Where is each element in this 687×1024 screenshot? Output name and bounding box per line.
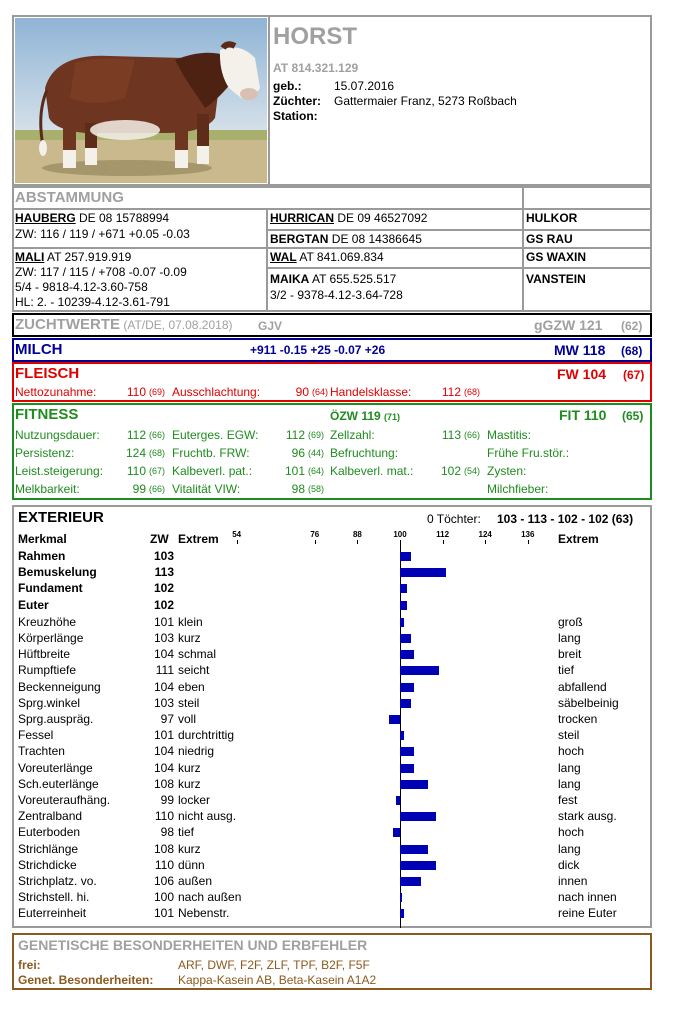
fitness-title: FITNESS [15, 406, 79, 423]
trait-bar [400, 650, 414, 659]
fitness-accuracy: (54) [464, 466, 481, 476]
fleisch-value: 90 [295, 385, 309, 399]
mw-value: MW 118 [554, 342, 606, 358]
fleisch-value: 112 [441, 385, 461, 399]
trait-bar [389, 715, 400, 724]
ozw-value: ÖZW 119 (71) [330, 409, 401, 423]
fitness-label: Kalbeverl. pat.: [172, 464, 253, 478]
trait-extrem-low: nicht ausg. [178, 809, 237, 824]
trait-extrem-high: stark ausg. [558, 809, 617, 824]
trait-extrem-low: kurz [178, 760, 201, 775]
station-label: Station: [273, 109, 318, 123]
fitness-accuracy: (66) [464, 430, 481, 440]
trait-name: Strichdicke [18, 857, 77, 872]
fitness-label: Mastitis: [487, 428, 532, 442]
trait-name: Sprg.auspräg. [18, 712, 94, 726]
trait-name: Bemuskelung [18, 565, 97, 580]
fitness-label: Zysten: [487, 464, 527, 478]
scale-tick [485, 540, 486, 544]
trait-bar [400, 812, 436, 821]
fitness-label: Leist.steigerung: [15, 464, 104, 478]
gjv-label: GJV [258, 319, 283, 333]
trait-zw: 102 [153, 597, 174, 612]
fleisch-label: Handelsklasse: [330, 385, 412, 399]
exterieur-summary: 103 - 113 - 102 - 102 (63) [497, 512, 634, 526]
sire: HAUBERG DE 08 15788994 [15, 211, 170, 225]
trait-extrem-high: lang [558, 776, 581, 791]
besonderheiten-label: Genet. Besonderheiten: [18, 973, 154, 987]
trait-extrem-low: kurz [178, 776, 201, 791]
fleisch-accuracy: (69) [149, 387, 166, 397]
genetics-title: GENETISCHE BESONDERHEITEN UND ERBFEHLER [18, 937, 368, 953]
scale-tick [528, 540, 529, 544]
trait-zw: 103 [153, 549, 174, 563]
trait-zw: 110 [154, 857, 174, 872]
fleisch-accuracy: (64) [312, 387, 329, 397]
trait-bar [400, 552, 411, 561]
fleisch-title: FLEISCH [15, 365, 80, 382]
fitness-accuracy: (68) [149, 448, 166, 458]
scale-tick [237, 540, 238, 544]
trait-extrem-high: hoch [558, 825, 585, 840]
fitness-value: 124 [125, 446, 146, 460]
header-zw: ZW [150, 532, 169, 546]
trait-name: Rumpftiefe [18, 663, 77, 678]
trait-extrem-low: kurz [178, 631, 201, 645]
trait-extrem-high: innen [558, 874, 588, 888]
trait-bar [393, 828, 400, 837]
ggzw-accuracy: (62) [621, 319, 643, 333]
trait-extrem-high: trocken [558, 712, 598, 726]
dam-sire: WAL AT 841.069.834 [270, 250, 384, 264]
trait-zw: 98 [160, 825, 174, 840]
ggzw-value: gGZW 121 [534, 317, 603, 333]
trait-zw: 106 [153, 874, 174, 888]
fitness-label: Zellzahl: [330, 428, 375, 442]
trait-extrem-high: nach innen [558, 890, 617, 905]
trait-name: Fessel [18, 728, 54, 743]
trait-name: Kreuzhöhe [18, 614, 77, 629]
dam-lactation: 5/4 - 9818-4.12-3.60-758 [15, 280, 148, 294]
trait-bar [400, 683, 414, 692]
dam-values: ZW: 117 / 115 / +708 -0.07 -0.09 [15, 265, 187, 279]
trait-extrem-low: schmal [178, 647, 217, 662]
trait-zw: 104 [153, 760, 174, 775]
scale-tick [357, 540, 358, 544]
fitness-label: Fruchtb. FRW: [172, 446, 250, 460]
trait-name: Euter [18, 597, 49, 612]
trait-bar [400, 584, 407, 593]
trait-name: Fundament [18, 581, 83, 596]
trait-bar [400, 893, 402, 902]
trait-name: Beckenneigung [18, 679, 101, 694]
trait-extrem-low: seicht [178, 663, 210, 678]
trait-bar [400, 699, 411, 708]
trait-extrem-high: steil [558, 728, 580, 743]
trait-zw: 97 [160, 712, 174, 726]
trait-name: Euterboden [18, 825, 81, 840]
trait-bar [400, 764, 414, 773]
fitness-value: 99 [132, 482, 146, 496]
dam-dam-lactation: 3/2 - 9378-4.12-3.64-728 [270, 288, 403, 302]
bull-photo [15, 18, 267, 183]
scale-tick [443, 540, 444, 544]
fitness-label: Kalbeverl. mat.: [330, 464, 414, 478]
header-extrem-high: Extrem [558, 532, 599, 546]
trait-name: Voreuterlänge [18, 760, 93, 775]
fw-value: FW 104 [557, 366, 607, 382]
trait-zw: 104 [153, 647, 174, 662]
trait-extrem-high: lang [558, 841, 581, 856]
fleisch-label: Ausschlachtung: [172, 385, 261, 399]
fw-accuracy: (67) [623, 368, 645, 382]
trait-name: Euterreinheit [18, 906, 87, 921]
trait-extrem-high: reine Euter [558, 906, 617, 921]
trait-zw: 108 [153, 776, 174, 791]
fitness-accuracy: (69) [308, 430, 325, 440]
fitness-label: Milchfieber: [487, 482, 549, 496]
trait-name: Hüftbreite [18, 647, 71, 662]
frei-values: ARF, DWF, F2F, ZLF, TPF, B2F, F5F [178, 958, 370, 972]
trait-extrem-high: groß [558, 614, 583, 629]
trait-zw: 104 [153, 679, 174, 694]
fitness-label: Melkbarkeit: [15, 482, 80, 496]
trait-extrem-low: niedrig [178, 744, 215, 759]
trait-name: Strichlänge [18, 841, 79, 856]
trait-bar [400, 618, 404, 627]
fitness-value: 98 [291, 482, 305, 496]
fitness-value: 102 [440, 464, 461, 478]
trait-zw: 110 [154, 809, 174, 824]
trait-zw: 99 [160, 793, 174, 807]
trait-name: Rahmen [18, 549, 66, 563]
trait-bar [400, 877, 421, 886]
frei-label: frei: [18, 958, 41, 972]
scale-tick-label: 136 [521, 530, 535, 539]
fitness-value: 113 [441, 428, 461, 442]
breeder: Gattermaier Franz, 5273 Roßbach [334, 94, 517, 108]
exterieur-title: EXTERIEUR [18, 509, 104, 526]
fitness-accuracy: (58) [308, 484, 325, 494]
milch-values: +911 -0.15 +25 -0.07 +26 [250, 343, 386, 357]
trait-extrem-low: dünn [178, 857, 205, 872]
trait-zw: 100 [153, 890, 174, 905]
trait-name: Trachten [18, 744, 65, 759]
trait-extrem-low: kurz [178, 841, 201, 856]
trait-name: Körperlänge [18, 631, 84, 645]
trait-zw: 113 [154, 565, 174, 580]
trait-extrem-low: locker [178, 793, 211, 807]
scale-tick-label: 54 [232, 530, 242, 539]
trait-zw: 101 [153, 614, 174, 629]
trait-extrem-low: voll [178, 712, 197, 726]
trait-bar [400, 601, 407, 610]
pedigree-title: ABSTAMMUNG [15, 189, 124, 206]
trait-bar [400, 568, 446, 577]
sire-sire-sire: HULKOR [526, 211, 578, 225]
fleisch-value: 110 [126, 385, 146, 399]
trait-extrem-high: dick [558, 857, 580, 872]
trait-extrem-low: durchtrittig [178, 728, 235, 743]
fitness-accuracy: (67) [149, 466, 166, 476]
trait-extrem-high: lang [558, 760, 581, 775]
trait-extrem-low: steil [178, 695, 200, 710]
trait-extrem-low: klein [178, 614, 203, 629]
scale-tick-label: 76 [310, 530, 320, 539]
dam: MALI AT 257.919.919 [15, 250, 132, 264]
trait-bar [400, 845, 428, 854]
fitness-label: Befruchtung: [330, 446, 399, 460]
fleisch-label: Nettozunahme: [15, 385, 97, 399]
dam-dam-sire: VANSTEIN [526, 272, 586, 286]
trait-name: Zentralband [18, 809, 83, 824]
fitness-accuracy: (66) [149, 484, 166, 494]
scale-tick-label: 124 [478, 530, 492, 539]
header-merkmal: Merkmal [18, 532, 67, 546]
trait-extrem-high: säbelbeinig [558, 695, 619, 710]
scale-tick-label: 88 [352, 530, 362, 539]
trait-extrem-high: fest [558, 793, 578, 807]
mw-accuracy: (68) [621, 344, 643, 358]
besonderheiten-values: Kappa-Kasein AB, Beta-Kasein A1A2 [178, 973, 377, 987]
fitness-label: Vitalität VIW: [172, 482, 241, 496]
fit-accuracy: (65) [622, 409, 644, 423]
trait-bar [400, 861, 436, 870]
trait-bar [400, 909, 404, 918]
animal-id: AT 814.321.129 [273, 61, 359, 75]
trait-extrem-high: tief [558, 663, 575, 678]
trait-name: Strichplatz. vo. [18, 874, 97, 888]
trait-name: Sch.euterlänge [18, 776, 99, 791]
fitness-value: 96 [291, 446, 305, 460]
trait-zw: 103 [153, 631, 174, 645]
fitness-value: 112 [285, 428, 305, 442]
fit-value: FIT 110 [559, 407, 607, 423]
scale-tick-label: 112 [436, 530, 450, 539]
trait-bar [400, 731, 404, 740]
trait-extrem-high: abfallend [558, 679, 607, 694]
trait-extrem-high: lang [558, 631, 581, 645]
breeder-label: Züchter: [273, 94, 321, 108]
animal-name: HORST [273, 23, 357, 50]
fitness-label: Frühe Fru.stör.: [487, 446, 570, 460]
milch-title: MILCH [15, 341, 63, 358]
trait-name: Strichstell. hi. [18, 890, 90, 905]
fitness-label: Persistenz: [15, 446, 75, 460]
zuchtwerte-title: ZUCHTWERTE (AT/DE, 07.08.2018) [15, 316, 233, 333]
trait-zw: 108 [153, 841, 174, 856]
scale-tick [315, 540, 316, 544]
trait-extrem-low: nach außen [178, 890, 242, 905]
trait-zw: 104 [153, 744, 174, 759]
fitness-accuracy: (44) [308, 448, 325, 458]
fitness-label: Euterges. EGW: [172, 428, 259, 442]
scale-tick-label: 100 [393, 530, 407, 539]
sire-dam-sire: GS RAU [526, 232, 573, 246]
fitness-label: Nutzungsdauer: [15, 428, 100, 442]
fitness-value: 110 [126, 464, 146, 478]
trait-bar [396, 796, 400, 805]
exterieur-box [12, 505, 652, 928]
daughters-count: 0 Töchter: [427, 512, 481, 526]
trait-extrem-high: hoch [558, 744, 585, 759]
trait-name: Voreuteraufhäng. [18, 793, 111, 807]
dam-sire-sire: GS WAXIN [526, 250, 587, 264]
born-label: geb.: [273, 79, 302, 93]
trait-zw: 103 [153, 695, 174, 710]
fitness-value: 101 [284, 464, 305, 478]
trait-name: Sprg.winkel [18, 695, 81, 710]
trait-bar [400, 747, 414, 756]
fleisch-accuracy: (68) [464, 387, 481, 397]
trait-extrem-low: eben [178, 679, 205, 694]
trait-extrem-low: tief [178, 825, 195, 840]
fitness-accuracy: (66) [149, 430, 166, 440]
trait-bar [400, 780, 428, 789]
trait-extrem-low: außen [178, 874, 213, 888]
trait-zw: 101 [153, 906, 174, 921]
trait-zw: 101 [153, 728, 174, 743]
sire-dam: BERGTAN DE 08 14386645 [270, 232, 422, 246]
trait-bar [400, 634, 411, 643]
trait-extrem-low: Nebenstr. [178, 906, 230, 921]
trait-zw: 111 [155, 663, 174, 678]
header-extrem-low: Extrem [178, 532, 219, 546]
sire-sire: HURRICAN DE 09 46527092 [270, 211, 428, 225]
trait-extrem-high: breit [558, 647, 582, 662]
sire-values: ZW: 116 / 119 / +671 +0.05 -0.03 [15, 227, 190, 241]
fitness-accuracy: (64) [308, 466, 325, 476]
trait-zw: 102 [153, 581, 174, 596]
dam-best-lactation: HL: 2. - 10239-4.12-3.61-791 [15, 295, 170, 309]
born-date: 15.07.2016 [334, 79, 395, 93]
trait-bar [400, 666, 439, 675]
dam-dam: MAIKA AT 655.525.517 [270, 272, 397, 286]
fitness-value: 112 [126, 428, 146, 442]
